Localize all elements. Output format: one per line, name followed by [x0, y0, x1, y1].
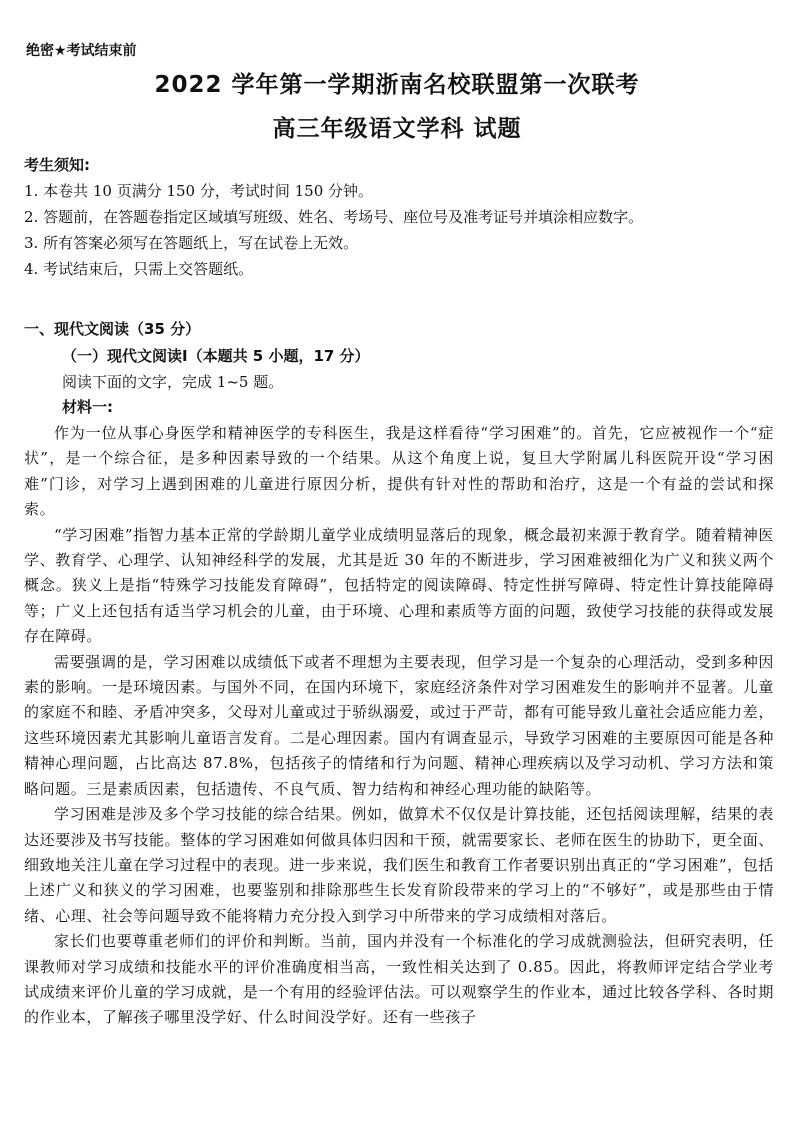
notice-item: 2. 答题前，在答题卷指定区域填写班级、姓名、考场号、座位号及准考证号并填涂相应数字。 — [24, 208, 644, 226]
notice-item: 4. 考试结束后，只需上交答题纸。 — [24, 260, 254, 278]
passage-body — [24, 421, 774, 1031]
passage-paragraph: 家长们也要尊重老师们的评价和判断。当前，国内并没有一个标准化的学习成就测验法，但研究表明，任课教师对学习成绩和技能水平的评价准确度相当高，一致性相关达到了 0.85。因此，将教师评定结合学业考试成绩来评价儿童的学习成就，是一个有用的经验评估法。可以观察学生的作业本，通过比较各学科、各时期的作业本，了解孩子哪里没学好、什么时间没学好。还有一些孩子 — [24, 932, 774, 1027]
material-label: 材料一: — [62, 398, 113, 416]
reading-instruction: 阅读下面的文字，完成 1~5 题。 — [62, 373, 284, 391]
notice-heading: 考生须知: — [24, 156, 90, 174]
exam-title: 2022 学年第一学期浙南名校联盟第一次联考 — [154, 72, 640, 98]
passage-paragraph: 作为一位从事心身医学和精神医学的专科医生，我是这样看待“学习困难”的。首先，它应被视作一个“症状”，是一个综合征，是多种因素导致的一个结果。从这个角度上说，复旦大学附属儿科医院开设“学习困难”门诊，对学习上遇到困难的儿童进行原因分析，提供有针对性的帮助和治疗，这是一个有益的尝试和探索。 — [24, 424, 774, 519]
notice-item: 3. 所有答案必须写在答题纸上，写在试卷上无效。 — [24, 234, 359, 252]
passage-paragraph: 学习困难是涉及多个学习技能的综合结果。例如，做算术不仅仅是计算技能，还包括阅读理解，结果的表达还要涉及书写技能。整体的学习困难如何做具体归因和干预，就需要家长、老师在医生的协助下，更全面、细致地关注儿童在学习过程中的表现。进一步来说，我们医生和教育工作者要识别出真正的“学习困难”，包括上述广义和狭义的学习困难，也要鉴别和排除那些生长发育阶段带来的学习上的“不够好”，或是那些由于情绪、心理、社会等问题导致不能将精力充分投入到学习中所带来的学习成绩相对落后。 — [24, 805, 774, 925]
passage-paragraph: 需要强调的是，学习困难以成绩低下或者不理想为主要表现，但学习是一个复杂的心理活动，受到多种因素的影响。一是环境因素。与国外不同，在国内环境下，家庭经济条件对学习困难发生的影响并不显著。儿童的家庭不和睦、矛盾冲突多，父母对儿童或过于骄纵溺爱，或过于严苛，都有可能导致儿童社会适应能力差，这些环境因素尤其影响儿童语言发育。二是心理因素。国内有调查显示，导致学习困难的主要原因可能是各种精神心理问题，占比高达 87.8%，包括孩子的情绪和行为问题、精神心理疾病以及学习动机、学习方法和策略问题。三是素质因素，包括遗传、不良气质、智力结构和神经心理功能的缺陷等。 — [24, 652, 774, 798]
passage-paragraph: “学习困难”指智力基本正常的学龄期儿童学业成绩明显落后的现象，概念最初来源于教育学。随着精神医学、教育学、心理学、认知神经科学的发展，尤其是近 30 年的不断进步，学习困难被细化为广义和狭义两个概念。狭义上是指“特殊学习技能发育障碍”，包括特定的阅读障碍、特定性拼写障碍、特定性计算技能障碍等；广义上还包括有适当学习机会的儿童，由于环境、心理和素质等方面的问题，致使学习技能的获得或发展存在障碍。 — [24, 525, 774, 646]
confidential-mark: 绝密★考试结束前 — [26, 43, 137, 59]
section-heading: 一、现代文阅读（35 分） — [24, 320, 201, 338]
exam-subtitle: 高三年级语文学科 试题 — [272, 116, 522, 142]
notice-list — [24, 178, 774, 282]
notice-item: 1. 本卷共 10 页满分 150 分，考试时间 150 分钟。 — [24, 182, 374, 200]
subsection-heading: （一）现代文阅读Ⅰ（本题共 5 小题，17 分） — [62, 347, 370, 365]
